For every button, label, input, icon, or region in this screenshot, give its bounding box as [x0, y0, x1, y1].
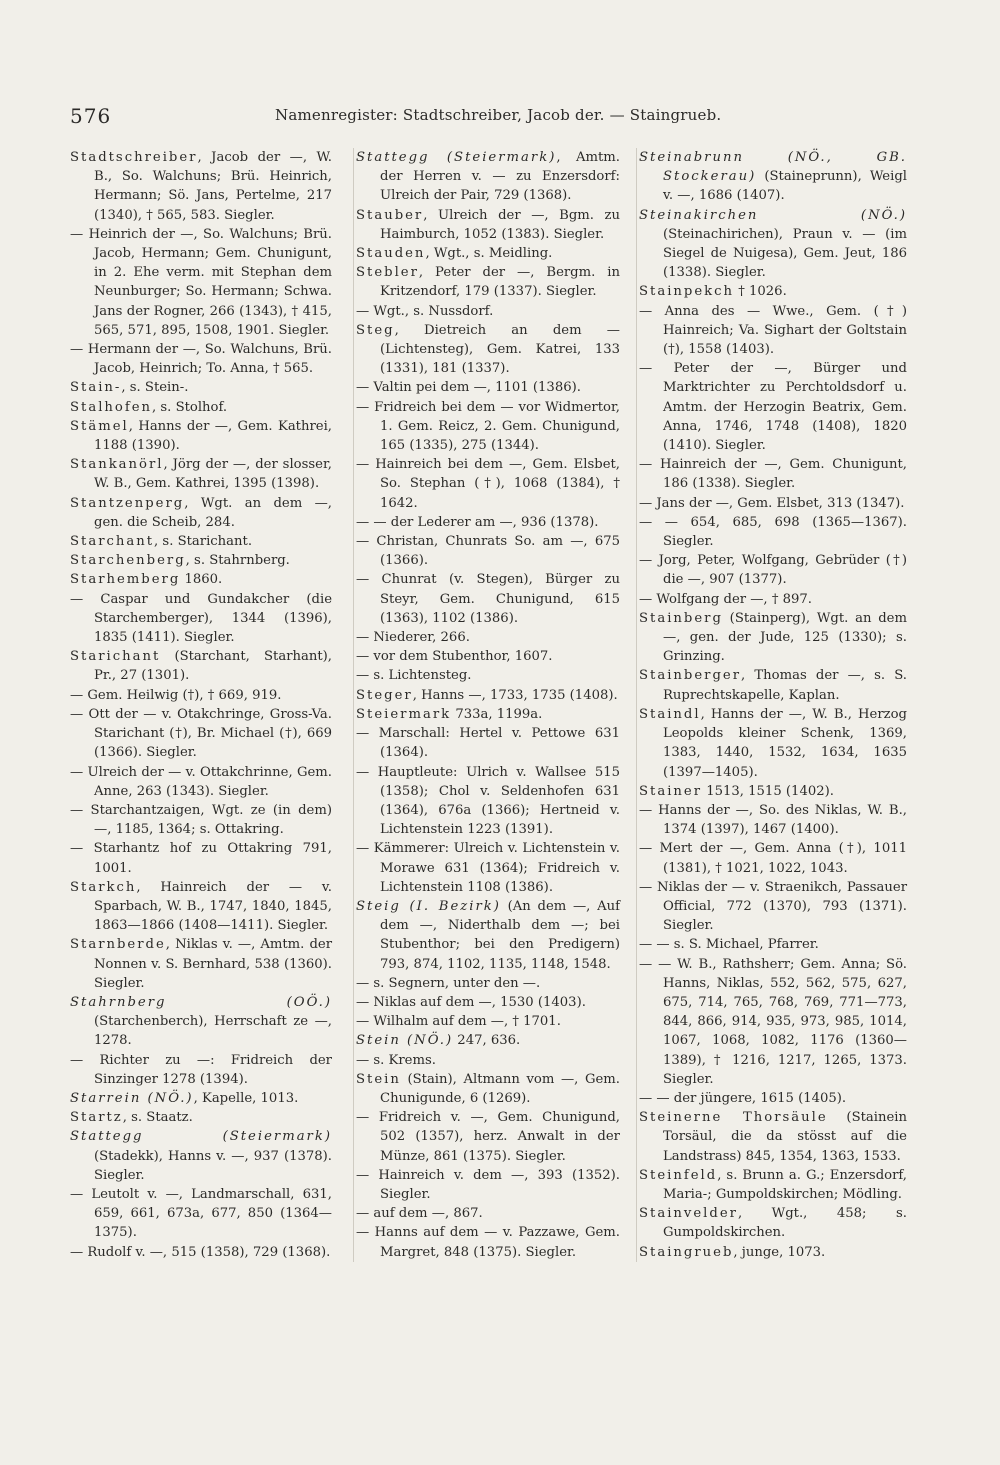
index-entry — [639, 1108, 907, 1166]
entry-text: — Jans der —, Gem. Elsbet, 313 (1347). — [639, 495, 905, 511]
index-entry — [639, 801, 907, 839]
index-entry — [639, 666, 907, 704]
entry-text: , junge, 1073. — [733, 1244, 826, 1260]
index-entry — [356, 321, 620, 379]
entry-text: — Valtin pei dem —, 1101 (1386). — [356, 380, 581, 396]
entry-text: — Starhantz hof zu Ottakring 791, 1001. — [70, 841, 332, 876]
index-entry — [70, 455, 332, 493]
entry-headword: Stainvelder — [639, 1206, 738, 1222]
index-entry — [70, 532, 332, 551]
entry-text: , s. Staatz. — [122, 1110, 193, 1126]
entry-text: — Niklas auf dem —, 1530 (1403). — [356, 994, 586, 1010]
entry-text: — — der jüngere, 1615 (1405). — [639, 1090, 847, 1106]
index-entry — [356, 455, 620, 513]
index-entry — [70, 686, 332, 705]
entry-text: — Christan, Chunrats So. am —, 675 (1366). — [356, 534, 620, 569]
index-entry — [356, 1031, 620, 1050]
entry-text: , Dietreich an dem — (Lichtensteg), Gem. Katrei, 133 (1331), 181 (1337). — [380, 322, 620, 377]
entry-text: — Mert der —, Gem. Anna (†), 1011 (1381), † 1021, 1022, 1043. — [639, 841, 907, 876]
entry-text: — auf dem —, 867. — [356, 1206, 483, 1222]
entry-text: — Niklas der — v. Straenikch, Passauer Official, 772 (1370), 793 (1371). Siegler. — [639, 879, 907, 934]
entry-text: — Peter der —, Bürger und Marktrichter zu Perchtoldsdorf u. Amtm. der Herzogin Beatrix, Gem. Anna, 1746, 1748 (1408), 1820 (1410). Siegler. — [639, 361, 907, 454]
entry-text: — Rudolf v. —, 515 (1358), 729 (1368). — [70, 1244, 331, 1260]
index-entry — [639, 1243, 907, 1262]
entry-text: — Wilhalm auf dem —, † 1701. — [356, 1014, 561, 1030]
entry-headword: Stebler — [356, 265, 419, 281]
index-entry — [70, 590, 332, 648]
index-entry — [356, 1204, 620, 1223]
index-entry — [70, 878, 332, 936]
index-entry — [639, 705, 907, 782]
index-entry — [70, 148, 332, 225]
entry-headword: Steiermark — [356, 706, 452, 722]
index-entry — [70, 398, 332, 417]
entry-headword: Stainberg — [639, 610, 723, 626]
entry-text: — Starchantzaigen, Wgt. ze (in dem) —, 1185, 1364; s. Ottakring. — [70, 802, 332, 838]
index-entry — [356, 993, 620, 1012]
index-entry — [639, 494, 907, 513]
entry-text: , Hanns der —, Gem. Kathrei, 1188 (1390). — [94, 418, 332, 454]
index-entry — [70, 1127, 332, 1185]
index-entry — [356, 1070, 620, 1108]
index-entry — [356, 302, 620, 321]
index-entry — [639, 282, 907, 301]
entry-text: 1860. — [180, 572, 223, 588]
index-entry — [639, 148, 907, 206]
index-entry — [356, 244, 620, 263]
index-entry — [356, 705, 620, 724]
entry-headword: Stain- — [70, 380, 122, 396]
entry-text: (Staineprunn), Weigl v. —, 1686 (1407). — [663, 169, 907, 204]
index-entry — [356, 724, 620, 762]
index-entry — [639, 782, 907, 801]
index-entry — [356, 897, 620, 974]
index-entry — [356, 1108, 620, 1166]
entry-text: — s. Lichtensteg. — [356, 668, 472, 684]
index-entry — [70, 551, 332, 570]
entry-text: — Jorg, Peter, Wolfgang, Gebrüder (†) die —, 907 (1377). — [639, 553, 907, 588]
index-entry — [356, 1012, 620, 1031]
index-entry — [70, 494, 332, 532]
entry-headword: Steinabrunn (NÖ., GB. Stockerau) — [639, 150, 907, 185]
entry-headword: Starkch — [70, 879, 137, 895]
entry-text: , Jacob der —, W. B., So. Walchuns; Brü. Heinrich, Hermann; Sö. Jans, Pertelme, 217 (1340), † 565, 583. Siegler. — [94, 150, 332, 223]
index-entry — [356, 763, 620, 840]
entry-headword: Stattegg (Steiermark) — [356, 150, 557, 165]
entry-text: — Wolfgang der —, † 897. — [639, 591, 812, 607]
entry-text: — Hanns der —, So. des Niklas, W. B., 1374 (1397), 1467 (1400). — [639, 802, 907, 838]
entry-text: (Steinachirichen), Praun v. — (im Siegel de Nuigesa), Gem. Jeut, 186 (1338). Siegler. — [663, 226, 907, 281]
entry-text: — Hainreich bei dem —, Gem. Elsbet, So. Stephan (†), 1068 (1384), † 1642. — [356, 457, 620, 511]
entry-text: , Thomas der —, s. S. Ruprechtskapelle, Kaplan. — [663, 668, 907, 703]
entry-text: , Hainreich der — v. Sparbach, W. B., 1747, 1840, 1845, 1863—1866 (1408—1411). Siegler. — [94, 879, 332, 934]
index-entry — [356, 1166, 620, 1204]
index-entry — [356, 839, 620, 897]
entry-text: , Peter der —, Bergm. in Kritzendorf, 179 (1337). Siegler. — [380, 265, 620, 300]
index-entry — [70, 1108, 332, 1127]
index-entry — [356, 532, 620, 570]
index-entry — [70, 647, 332, 685]
entry-text: , s. Starichant. — [154, 534, 253, 550]
entry-headword: Steg — [356, 322, 395, 338]
entry-headword: Steinerne Thorsäule — [639, 1110, 828, 1126]
entry-headword: Steinfeld — [639, 1167, 718, 1183]
index-entry — [356, 666, 620, 685]
entry-headword: Stauber — [356, 207, 424, 223]
running-title: Namenregister: Stadtschreiber, Jacob der. — Staingrueb. — [275, 106, 722, 124]
index-entry — [356, 1051, 620, 1070]
entry-text: — Fridreich bei dem — vor Widmertor, 1. Gem. Reicz, 2. Gem. Chunigund, 165 (1335), 275 (1344). — [356, 399, 620, 454]
index-column-3 — [636, 148, 907, 1262]
entry-text: † 1026. — [734, 284, 787, 300]
entry-text: — Hainreich v. dem —, 393 (1352). Siegler. — [356, 1167, 620, 1202]
entry-headword: Stadtschreiber — [70, 150, 198, 165]
entry-headword: Starichant — [70, 649, 161, 665]
entry-text: — Anna des — Wwe., Gem. (†) Hainreich; Va. Sighart der Goltstain (†), 1558 (1403). — [639, 303, 907, 358]
entry-text: 247, 636. — [453, 1033, 521, 1049]
index-entry — [356, 206, 620, 244]
entry-text: — s. Segnern, unter den —. — [356, 975, 541, 991]
index-entry — [70, 935, 332, 993]
entry-text: — Wgt., s. Nussdorf. — [356, 303, 494, 319]
entry-text: — Richter zu —: Fridreich der Sinzinger 1278 (1394). — [70, 1052, 332, 1087]
entry-text: 1513, 1515 (1402). — [702, 783, 834, 799]
index-entry — [639, 513, 907, 551]
entry-text: — Gem. Heilwig (†), † 669, 919. — [70, 687, 282, 703]
index-entry — [356, 1223, 620, 1261]
entry-headword: Steig (I. Bezirk) — [356, 898, 501, 914]
entry-headword: Starhemberg — [70, 572, 181, 588]
index-entry — [70, 801, 332, 839]
entry-text: , s. Brunn a. G.; Enzersdorf, Maria-; Gumpoldskirchen; Mödling. — [663, 1167, 907, 1202]
index-entry — [70, 1089, 332, 1108]
page-header — [70, 104, 930, 134]
index-entry — [70, 1051, 332, 1089]
entry-headword: Stämel — [70, 418, 129, 434]
entry-headword: Startz — [70, 1110, 123, 1126]
index-entry — [356, 148, 620, 206]
index-entry — [70, 417, 332, 455]
entry-text: 733a, 1199a. — [451, 706, 543, 722]
entry-text: — Ulreich der — v. Ottakchrinne, Gem. Anne, 263 (1343). Siegler. — [70, 764, 332, 799]
entry-headword: Stainpekch — [639, 284, 735, 300]
entry-text: — — s. S. Michael, Pfarrer. — [639, 937, 819, 953]
entry-text: — — 654, 685, 698 (1365—1367). Siegler. — [639, 514, 907, 550]
index-entry — [639, 302, 907, 360]
entry-headword: Steger — [356, 687, 413, 703]
index-entry — [356, 647, 620, 666]
entry-text: — Niederer, 266. — [356, 630, 470, 646]
entry-headword: Stainer — [639, 783, 703, 799]
page-number: 576 — [70, 104, 112, 128]
entry-text: — Leutolt v. —, Landmarschall, 631, 659, 661, 673a, 677, 850 (1364—1375). — [70, 1186, 332, 1241]
entry-headword: Staingrueb — [639, 1244, 734, 1260]
index-entry — [356, 628, 620, 647]
index-entry — [70, 378, 332, 397]
entry-text: — Fridreich v. —, Gem. Chunigund, 502 (1357), herz. Anwalt in der Münze, 861 (1375). Siegler. — [356, 1110, 620, 1164]
index-entry — [70, 993, 332, 1051]
entry-text: , Hanns —, 1733, 1735 (1408). — [412, 687, 618, 703]
entry-text: — Hauptleute: Ulrich v. Wallsee 515 (1358); Chol v. Seldenhofen 631 (1364), 676a (1366); Hertneid v. Lichtenstein 1223 (1391). — [356, 764, 620, 838]
index-entry — [70, 225, 332, 340]
index-entry — [70, 705, 332, 763]
entry-text: , s. Stolhof. — [152, 399, 228, 415]
entry-headword: Stainberger — [639, 668, 742, 684]
index-entry — [639, 590, 907, 609]
entry-text: — — W. B., Rathsherr; Gem. Anna; Sö. Hanns, Niklas, 552, 562, 575, 627, 675, 714, 765, 768, 769, 771—773, 844, 866, 914, 935, 973, 985, 1014, 1067, 1068, 1082, 1176 (1360—1389), † 1216, 1217, 1265, 1373. Siegler. — [639, 956, 907, 1087]
index-entry — [639, 1204, 907, 1242]
entry-text: (Starchant, Starhant), Pr., 27 (1301). — [94, 649, 332, 684]
entry-text: — Hainreich der —, Gem. Chunigunt, 186 (1338). Siegler. — [639, 457, 907, 492]
index-entry — [70, 340, 332, 378]
index-entry — [356, 570, 620, 628]
index-entry — [639, 455, 907, 493]
entry-text: , Wgt. an dem —, gen. die Scheib, 284. — [94, 495, 332, 530]
entry-headword: Stattegg (Steiermark) — [70, 1129, 332, 1145]
entry-headword: Stein — [356, 1071, 401, 1087]
entry-text: , Kapelle, 1013. — [193, 1090, 299, 1106]
entry-text: , Ulreich der —, Bgm. zu Haimburch, 1052 (1383). Siegler. — [380, 207, 620, 242]
index-column-1 — [70, 148, 332, 1262]
index-entry — [356, 263, 620, 301]
index-entry — [70, 1185, 332, 1243]
entry-headword: Stauden — [356, 246, 426, 262]
entry-text: , Hanns der —, W. B., Herzog Leopolds kleiner Schenk, 1369, 1383, 1440, 1532, 1634, 1635 (1397—1405). — [663, 706, 907, 780]
entry-text: — Hermann der —, So. Walchuns, Brü. Jacob, Heinrich; To. Anna, † 565. — [70, 342, 332, 377]
index-column-2 — [353, 148, 620, 1262]
entry-text: , Wgt., 458; s. Gumpoldskirchen. — [663, 1206, 907, 1241]
entry-headword: Staindl — [639, 706, 701, 722]
index-entry — [70, 570, 332, 589]
entry-text: (An dem —, Auf dem —, Niderthalb dem —; bei Stubenthor; bei den Predigern) 793, 874, 1102, 1135, 1148, 1548. — [380, 898, 620, 972]
index-entry — [639, 955, 907, 1089]
entry-text: , Niklas v. —, Amtm. der Nonnen v. S. Bernhard, 538 (1360). Siegler. — [94, 937, 332, 991]
entry-headword: Starnberde — [70, 937, 166, 953]
index-entry — [70, 1243, 332, 1262]
entry-headword: Starchant — [70, 534, 155, 550]
entry-text: (Starchenberch), Herrschaft ze —, 1278. — [94, 1014, 332, 1049]
entry-headword: Steinakirchen (NÖ.) — [639, 207, 907, 223]
index-entry — [356, 974, 620, 993]
entry-text: — Chunrat (v. Stegen), Bürger zu Steyr, Gem. Chunigund, 615 (1363), 1102 (1386). — [356, 572, 620, 626]
entry-text: — — der Lederer am —, 936 (1378). — [356, 514, 599, 530]
entry-text: — Hanns auf dem — v. Pazzawe, Gem. Margret, 848 (1375). Siegler. — [356, 1225, 620, 1260]
entry-headword: Stalhofen — [70, 399, 153, 415]
index-entry — [639, 839, 907, 877]
entry-text: , s. Stahrnberg. — [185, 553, 290, 569]
entry-text: — Heinrich der —, So. Walchuns; Brü. Jacob, Hermann; Gem. Chunigunt, in 2. Ehe verm. mit Stephan dem Neunburger; So. Hermann; Schwa. Jans der Rogner, 266 (1343), † 415, 565, 571, 895, 1508, 1901. Siegler. — [70, 226, 332, 338]
index-entry — [356, 686, 620, 705]
entry-text: — Caspar und Gundakcher (die Starchemberger), 1344 (1396), 1835 (1411). Siegler. — [70, 591, 332, 646]
entry-text: (Stainperg), Wgt. an dem —, gen. der Jude, 125 (1330); s. Grinzing. — [663, 610, 907, 665]
index-entry — [356, 513, 620, 532]
entry-text: , Jörg der —, der slosser, W. B., Gem. Kathrei, 1395 (1398). — [94, 457, 332, 492]
index-entry — [70, 839, 332, 877]
entry-headword: Stankanörl — [70, 457, 164, 473]
entry-headword: Starrein (NÖ.) — [70, 1090, 194, 1106]
index-entry — [356, 378, 620, 397]
index-entry — [639, 878, 907, 936]
index-entry — [70, 763, 332, 801]
entry-text: , s. Stein-. — [121, 380, 189, 396]
entry-headword: Starchenberg — [70, 553, 186, 569]
entry-text: (Stainein Torsäul, die da stösst auf die Landstrass) 845, 1354, 1363, 1533. — [663, 1110, 908, 1164]
entry-text: — vor dem Stubenthor, 1607. — [356, 649, 553, 665]
entry-text: — Marschall: Hertel v. Pettowe 631 (1364). — [356, 726, 620, 761]
index-entry — [639, 935, 907, 954]
entry-text: , Wgt., s. Meidling. — [425, 246, 553, 262]
entry-headword: Stantzenperg — [70, 495, 185, 511]
index-entry — [356, 398, 620, 456]
index-entry — [639, 359, 907, 455]
entry-text: , Amtm. der Herren v. — zu Enzersdorf: Ulreich der Pair, 729 (1368). — [380, 150, 620, 204]
index-entry — [639, 609, 907, 667]
index-entry — [639, 206, 907, 283]
index-entry — [639, 1089, 907, 1108]
entry-headword: Stahrnberg (OÖ.) — [70, 994, 332, 1010]
index-entry — [639, 1166, 907, 1204]
entry-text: — Kämmerer: Ulreich v. Lichtenstein v. Morawe 631 (1364); Fridreich v. Lichtenstein 1108 (1386). — [356, 841, 620, 895]
index-entry — [639, 551, 907, 589]
entry-text: — s. Krems. — [356, 1052, 436, 1068]
entry-headword: Stein (NÖ.) — [356, 1033, 454, 1049]
entry-text: — Ott der — v. Otakchringe, Gross-Va. Starichant (†), Br. Michael (†), 669 (1366). Siegler. — [70, 706, 332, 761]
entry-text: (Stadekk), Hanns v. —, 937 (1378). Siegler. — [94, 1148, 332, 1183]
entry-text: (Stain), Altmann vom —, Gem. Chunigunde, 6 (1269). — [380, 1071, 620, 1106]
